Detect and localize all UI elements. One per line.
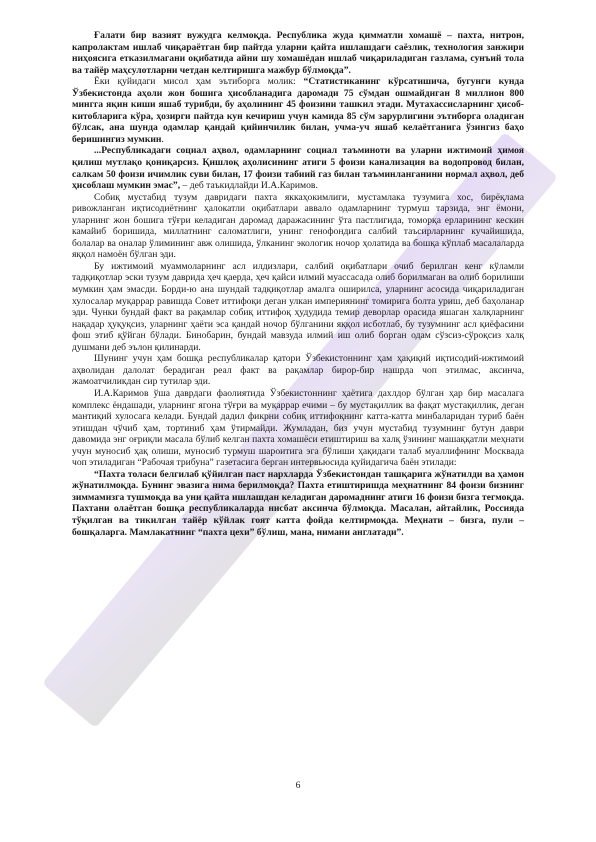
- paragraph-3-attribution: – деб таъкидлайди И.А.Каримов.: [180, 180, 318, 192]
- paragraph-2-quote: “Статистиканинг кўрсатишича, бугунги кунда Ўзбекистонда аҳоли жон бошига ҳисобланадига даромади 75 сўмдан ошмайдиган 8 миллион 800 мингга яқин киши яшаб турибди, бу аҳолининг 45 фоизини ташкил этади. Мутахассисларнинг ҳисоб-китобларига кўра, ҳозирги пайтда кун кечириш учун камида 85 сўм зарурлигини эътиборга оладиган бўлсак, ана шунда одамлар қандай қийинчилик билан, учма-уч яшаб келаётганига ўзингиз баҳо беришингиз мумкин: [72, 76, 524, 145]
- paragraph-6: Шунинг учун ҳам бошқа республикалар қатори Ўзбекистоннинг ҳам ҳақиқий иқтисодий-ижтимоий аҳволидан далолат берадиган реал факт ва рақамлар бирор-бир нашрда чоп этилмас, аксинча, жамоатчиликдан сир тутилар эди.: [72, 353, 524, 388]
- paragraph-2: [72, 76, 524, 145]
- paragraph-2-intro: Ёки қуйидаги мисол ҳам эътиборга молик:: [94, 76, 304, 88]
- paragraph-3-quote: ...Республикадаги социал аҳвол, одамларнинг социал таъминоти ва уларни ижтимоий ҳимоя қилиш мутлақо қониқарсиз. Қишлоқ аҳолисининг атиги 5 фоизи канализация ва водопровод билан, салкам 50 фоизи ичимлик суви билан, 17 фоизи табиий газ билан таъминланганини нормал аҳвол, деб ҳисоблаш мумкин эмас”,: [72, 145, 524, 192]
- paragraph-7: И.А.Каримов ўша даврдаги фаолиятида Ўзбекистоннинг ҳаётига дахлдор бўлган ҳар бир масалага комплекс ёндашади, уларнинг ягона тўғри ва муқаррар ечими – бу мустақиллик ва фақат мустақиллик, деган мантиқий хулосага келади. Бундай дадил фикрни собиқ иттифоқнинг катта-катта минбаларидан туриб баён этишдан чўчиб ҳам, тортиниб ҳам ўтирмайди. Жумладан, биз учун мустабид тузумнинг бутун даври давомида энг оғриқли масала бўлиб келган пахта хомашёси етиштириш ва халқ ўзининг машаққатли меҳнати учун муносиб ҳақ олиши, муносиб турмуш шароитига эга бўлиши ҳақидаги талаб муаллифнинг Москвада чоп этиладиган “Рабочая трибуна” газетасига берган интервьюсида қуйидагича баён этилади:: [72, 387, 524, 469]
- paragraph-8-quote: “Пахта толаси белгилаб қўйилган паст нархларда Ўзбекистондан ташқарига жўнатилди ва ҳамон жўнатилмоқда. Бунинг эвазига нима берилмоқда? Пахта етиштиришда меҳнатнинг 84 фоизи бизнинг зиммамизга тушмоқда ва уни қайта ишлашдан келадиган даромаднинг атиги 16 фоизи бизга тегмоқда. Пахтани олаётган бошқа республикаларда нисбат аксинча бўлмоқда. Масалан, айтайлик, Россияда тўқилган ва тикилган тайёр кўйлак гоят катта фойда келтирмоқда. Меҳнати – бизга, пули – бошқаларга. Мамлакатнинг “пахта цехи” бўлиш, мана, нимани англатади”.: [72, 468, 524, 538]
- page-number: 6: [295, 780, 301, 791]
- paragraph-5: Бу ижтимоий муаммоларнинг асл илдизлари, салбий оқибатлари очиб берилган кенг кўламли тадқиқотлар эски тузум даврида ҳеч қаерда, ҳеч қайси илмий муассасада олиб борилмаган ва олиб борилиши мумкин ҳам эмасди. Борди-ю ана шундай тадқиқотлар амалга оширилса, уларнинг асосида чиқариладиган хулосалар муқаррар равишда Совет иттифоқи деган улкан империянинг томирига болта уриш, деб баҳоланар эди. Чунки бундай факт ва рақамлар собиқ иттифоқ ҳудудида темир деворлар орасида яшаган халқларнинг нақадар ҳуқуқсиз, уларнинг ҳаёти эса қандай ночор бўлганини яққол исботлаб, бу тузумнинг асл қиёфасини фош этиб қўйган бўлади. Бинобарин, бундай мавзуда илмий иш олиб борган одам сўзсиз-сўроқсиз халқ душмани деб эълон қилинарди.: [72, 260, 524, 353]
- paragraph-3: [72, 145, 524, 191]
- paragraph-2-end: .: [161, 133, 164, 145]
- paragraph-4: Собиқ мустабид тузум давридаги пахта яккаҳокимлиги, мустамлака тузумига хос, бирёқлама ривожланган иқтисодиётнинг ҳалокатли оқибатлари аввало одамларнинг турмуш тарзида, энг ёмони, уларнинг жон бошига тўғри келадиган даромад даражасининг ўта пастлигида, томорқа ерларининг кескин камайиб боришида, миллатнинг саломатлиги, унинг генофондига салбий таъсирларнинг кучайишида, болалар ва оналар ўлимининг авж олишида, ўлканинг экологик ночор ҳолатида ва бошқа кўплаб масалаларда яққол намоён бўлган эди.: [72, 191, 524, 261]
- page-body: [72, 30, 524, 538]
- paragraph-1: Ғалати бир вазият вужудга келмоқда. Республика жуда қимматли хомашё – пахта, нитрон, капролактам ишлаб чиқараётган бир пайтда уларни қайта ишлашдаги саёзлик, технология занжири ниҳоясига етказилмагани оқибатида айни шу хомашёдан ишлаб чиқариладиган газлама, сунъий тола ва тайёр маҳсулотларни четдан келтиришга мажбур бўлмоқда”.: [72, 30, 524, 76]
